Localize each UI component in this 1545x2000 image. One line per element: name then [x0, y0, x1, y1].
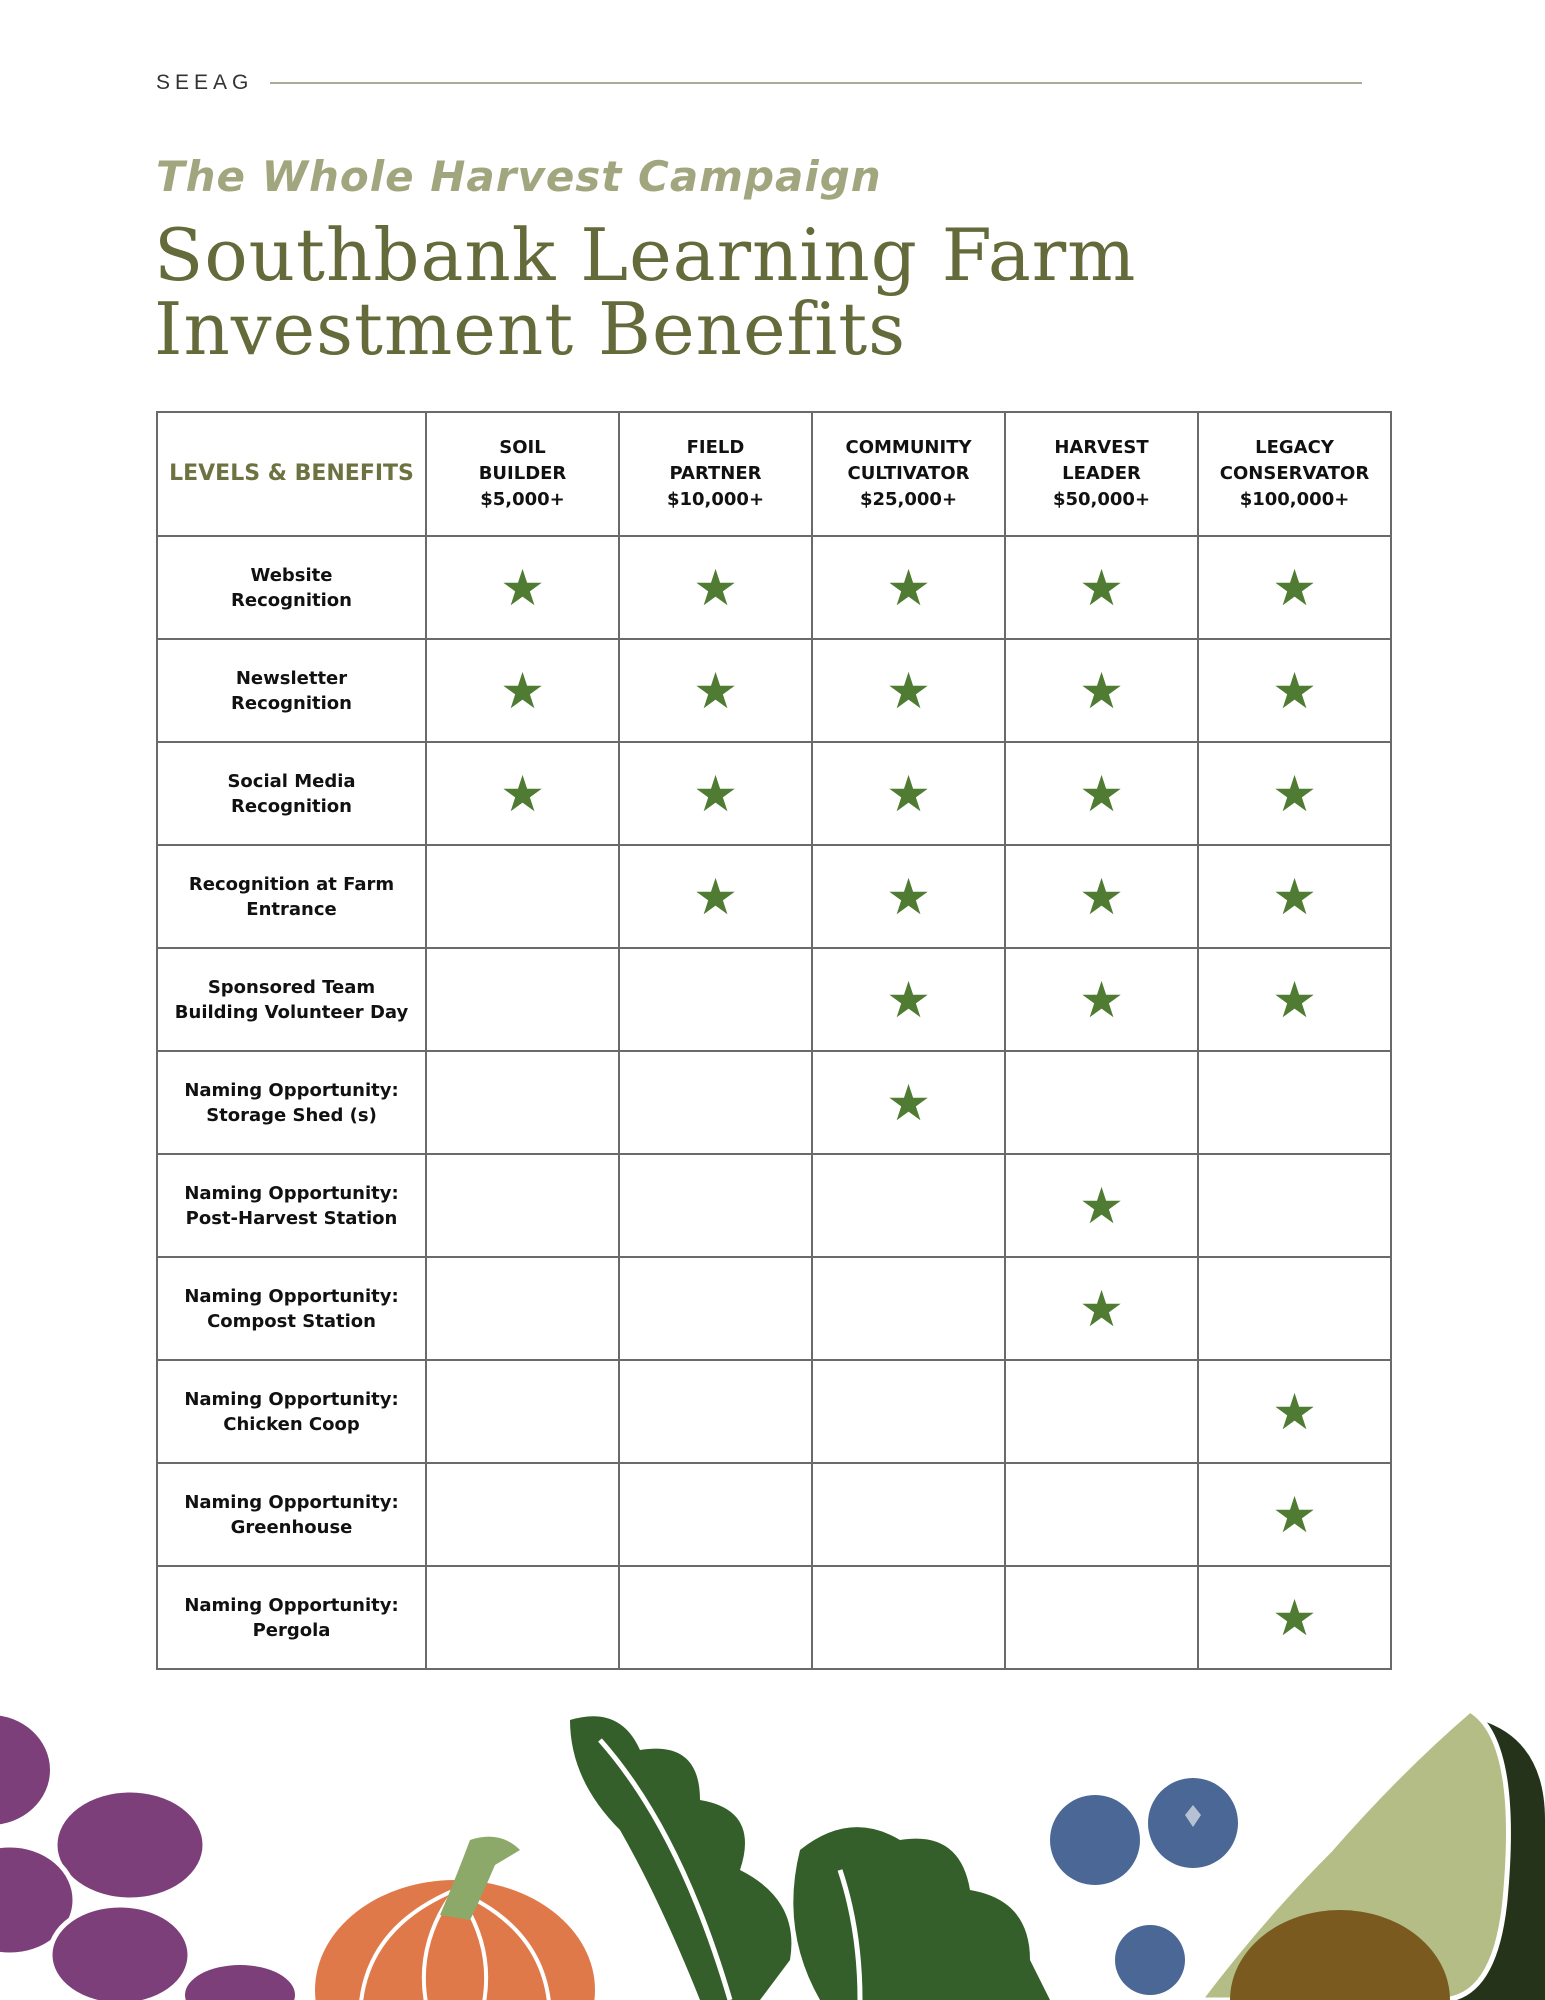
- benefit-cell: [426, 845, 619, 948]
- star-icon: ★: [1079, 764, 1124, 823]
- star-icon: ★: [693, 558, 738, 617]
- benefit-cell: [426, 1360, 619, 1463]
- benefit-cell: [1005, 1566, 1198, 1669]
- benefit-row: [157, 1360, 1391, 1463]
- benefit-cell: [812, 1257, 1005, 1360]
- potato: [50, 1905, 190, 2000]
- star-icon: ★: [886, 1073, 931, 1132]
- benefit-cell: [1198, 948, 1391, 1051]
- benefit-cell: [1005, 1360, 1198, 1463]
- benefit-label: [157, 1360, 426, 1463]
- benefit-label-line-1: Naming Opportunity:: [184, 1491, 399, 1513]
- star-icon: ★: [1079, 558, 1124, 617]
- benefit-cell: [619, 536, 812, 639]
- benefit-cell: [619, 948, 812, 1051]
- benefit-cell: [1198, 1360, 1391, 1463]
- header-rule: [270, 82, 1362, 84]
- level-header: [812, 412, 1005, 536]
- benefit-cell: [812, 1154, 1005, 1257]
- benefit-label: [157, 1257, 426, 1360]
- levels-benefits-corner: LEVELS & BENEFITS: [157, 412, 426, 536]
- level-header: [1005, 412, 1198, 536]
- star-icon: ★: [500, 764, 545, 823]
- title-line-1: Southbank Learning Farm: [154, 213, 1137, 297]
- benefit-cell: [1005, 1051, 1198, 1154]
- benefit-cell: [1198, 1257, 1391, 1360]
- blueberry: [1115, 1925, 1185, 1995]
- level-name-line-1: HARVEST: [1054, 437, 1149, 458]
- benefit-cell: [812, 639, 1005, 742]
- star-icon: ★: [693, 867, 738, 926]
- benefit-label-line-1: Sponsored Team: [207, 976, 376, 998]
- benefit-label-line-1: Naming Opportunity:: [184, 1594, 399, 1616]
- star-icon: ★: [1272, 764, 1317, 823]
- campaign-subtitle: The Whole Harvest Campaign: [156, 152, 882, 201]
- benefit-cell: [812, 536, 1005, 639]
- star-icon: ★: [1272, 867, 1317, 926]
- benefit-label-line-2: Greenhouse: [230, 1516, 353, 1538]
- benefit-label: [157, 1154, 426, 1257]
- level-name-line-2: LEADER: [1062, 463, 1141, 484]
- benefit-label-line-2: Recognition: [231, 589, 352, 611]
- benefit-cell: [1005, 1257, 1198, 1360]
- benefit-label-line-2: Entrance: [246, 898, 337, 920]
- produce-illustration: [0, 1700, 1545, 2000]
- level-name-line-2: CONSERVATOR: [1219, 463, 1370, 484]
- benefit-row: [157, 639, 1391, 742]
- avocado: [1200, 1710, 1545, 2000]
- potato: [0, 1715, 50, 1825]
- benefit-row: [157, 1463, 1391, 1566]
- page-title: [154, 213, 1354, 371]
- leafy-greens: [570, 1716, 1050, 2000]
- level-name-line-2: BUILDER: [478, 463, 567, 484]
- benefit-cell: [619, 1154, 812, 1257]
- benefit-cell: [1198, 845, 1391, 948]
- kale-leaf: [793, 1827, 1050, 2000]
- level-amount: $100,000+: [1239, 489, 1350, 510]
- blueberries: [1050, 1778, 1238, 1995]
- star-icon: ★: [1272, 1485, 1317, 1544]
- benefit-label: [157, 845, 426, 948]
- benefit-label-line-2: Compost Station: [207, 1310, 376, 1332]
- level-header: [1198, 412, 1391, 536]
- star-icon: ★: [1272, 558, 1317, 617]
- benefit-cell: [1198, 1566, 1391, 1669]
- benefit-label-line-2: Recognition: [231, 692, 352, 714]
- level-header: [619, 412, 812, 536]
- arugula-leaf: [570, 1716, 791, 2000]
- benefit-cell: [1198, 1154, 1391, 1257]
- benefit-label-line-2: Storage Shed (s): [206, 1104, 377, 1126]
- star-icon: ★: [1272, 970, 1317, 1029]
- star-icon: ★: [500, 558, 545, 617]
- benefit-label: [157, 536, 426, 639]
- benefit-cell: [812, 1463, 1005, 1566]
- benefit-cell: [619, 845, 812, 948]
- benefit-label-line-1: Naming Opportunity:: [184, 1079, 399, 1101]
- star-icon: ★: [693, 661, 738, 720]
- level-amount: $10,000+: [666, 489, 765, 510]
- purple-potatoes: [0, 1715, 295, 2000]
- benefit-cell: [812, 1566, 1005, 1669]
- benefit-label-line-1: Naming Opportunity:: [184, 1182, 399, 1204]
- star-icon: ★: [693, 764, 738, 823]
- benefit-cell: [426, 1257, 619, 1360]
- level-name-line-1: SOIL: [499, 437, 546, 458]
- benefit-label-line-2: Building Volunteer Day: [174, 1001, 409, 1023]
- benefit-cell: [426, 1566, 619, 1669]
- star-icon: ★: [1272, 1588, 1317, 1647]
- benefit-rows: [157, 536, 1391, 1669]
- benefit-cell: [812, 948, 1005, 1051]
- levels-header-row: [157, 412, 1391, 536]
- benefit-cell: [812, 1051, 1005, 1154]
- benefit-cell: [812, 742, 1005, 845]
- level-amount: $50,000+: [1052, 489, 1151, 510]
- benefit-cell: [426, 639, 619, 742]
- level-name-line-1: LEGACY: [1255, 437, 1334, 458]
- benefit-row: [157, 845, 1391, 948]
- level-name-line-2: PARTNER: [669, 463, 762, 484]
- benefit-cell: [1005, 742, 1198, 845]
- brand-name: SEEAG: [156, 71, 254, 94]
- level-name-line-1: FIELD: [686, 437, 745, 458]
- benefit-label-line-2: Chicken Coop: [223, 1413, 360, 1435]
- benefit-cell: [426, 742, 619, 845]
- star-icon: ★: [886, 970, 931, 1029]
- star-icon: ★: [886, 661, 931, 720]
- benefits-table: [156, 411, 1392, 1670]
- benefit-cell: [619, 639, 812, 742]
- benefit-label-line-1: Website: [250, 564, 333, 586]
- benefit-cell: [619, 1051, 812, 1154]
- benefit-label: [157, 742, 426, 845]
- star-icon: ★: [886, 764, 931, 823]
- star-icon: ★: [1079, 867, 1124, 926]
- benefit-cell: [1005, 536, 1198, 639]
- benefit-label: [157, 1463, 426, 1566]
- benefit-row: [157, 536, 1391, 639]
- star-icon: ★: [1079, 1176, 1124, 1235]
- benefit-cell: [1005, 1154, 1198, 1257]
- benefit-row: [157, 1257, 1391, 1360]
- level-name-line-1: COMMUNITY: [845, 437, 972, 458]
- benefit-label-line-1: Recognition at Farm: [188, 873, 395, 895]
- benefit-label-line-1: Naming Opportunity:: [184, 1388, 399, 1410]
- benefit-cell: [1198, 536, 1391, 639]
- benefit-cell: [1198, 742, 1391, 845]
- level-header: [426, 412, 619, 536]
- benefit-row: [157, 742, 1391, 845]
- level-amount: $25,000+: [859, 489, 958, 510]
- benefit-cell: [812, 845, 1005, 948]
- title-line-2: Investment Benefits: [154, 287, 907, 371]
- benefit-cell: [426, 1463, 619, 1566]
- benefit-cell: [619, 1566, 812, 1669]
- benefit-cell: [1198, 1051, 1391, 1154]
- star-icon: ★: [886, 558, 931, 617]
- benefit-cell: [1005, 639, 1198, 742]
- benefit-cell: [619, 1360, 812, 1463]
- benefit-label: [157, 1051, 426, 1154]
- level-amount: $5,000+: [480, 489, 565, 510]
- benefit-cell: [1198, 1463, 1391, 1566]
- benefit-cell: [1005, 948, 1198, 1051]
- benefit-label-line-1: Newsletter: [235, 667, 348, 689]
- benefit-label-line-1: Social Media: [227, 770, 356, 792]
- benefit-cell: [812, 1360, 1005, 1463]
- benefit-cell: [426, 1051, 619, 1154]
- star-icon: ★: [500, 661, 545, 720]
- level-name-line-2: CULTIVATOR: [847, 463, 970, 484]
- benefit-label: [157, 1566, 426, 1669]
- benefit-cell: [619, 1463, 812, 1566]
- star-icon: ★: [1079, 661, 1124, 720]
- benefit-row: [157, 1154, 1391, 1257]
- benefit-cell: [426, 948, 619, 1051]
- benefit-cell: [619, 742, 812, 845]
- blueberry: [1050, 1795, 1140, 1885]
- benefit-label: [157, 948, 426, 1051]
- benefit-cell: [426, 1154, 619, 1257]
- benefit-row: [157, 1051, 1391, 1154]
- potato: [185, 1965, 295, 2000]
- benefit-label-line-2: Post-Harvest Station: [185, 1207, 398, 1229]
- benefit-label-line-2: Recognition: [231, 795, 352, 817]
- benefit-label: [157, 639, 426, 742]
- pumpkin: [315, 1837, 595, 2000]
- star-icon: ★: [1272, 1382, 1317, 1441]
- benefit-cell: [1198, 639, 1391, 742]
- benefit-cell: [426, 536, 619, 639]
- benefit-row: [157, 948, 1391, 1051]
- star-icon: ★: [1079, 1279, 1124, 1338]
- benefit-cell: [1005, 1463, 1198, 1566]
- star-icon: ★: [1272, 661, 1317, 720]
- star-icon: ★: [1079, 970, 1124, 1029]
- star-icon: ★: [886, 867, 931, 926]
- benefit-cell: [619, 1257, 812, 1360]
- benefit-row: [157, 1566, 1391, 1669]
- page-header: [156, 68, 1362, 98]
- benefit-label-line-2: Pergola: [252, 1619, 331, 1641]
- benefit-cell: [1005, 845, 1198, 948]
- potato: [55, 1790, 205, 1900]
- benefit-label-line-1: Naming Opportunity:: [184, 1285, 399, 1307]
